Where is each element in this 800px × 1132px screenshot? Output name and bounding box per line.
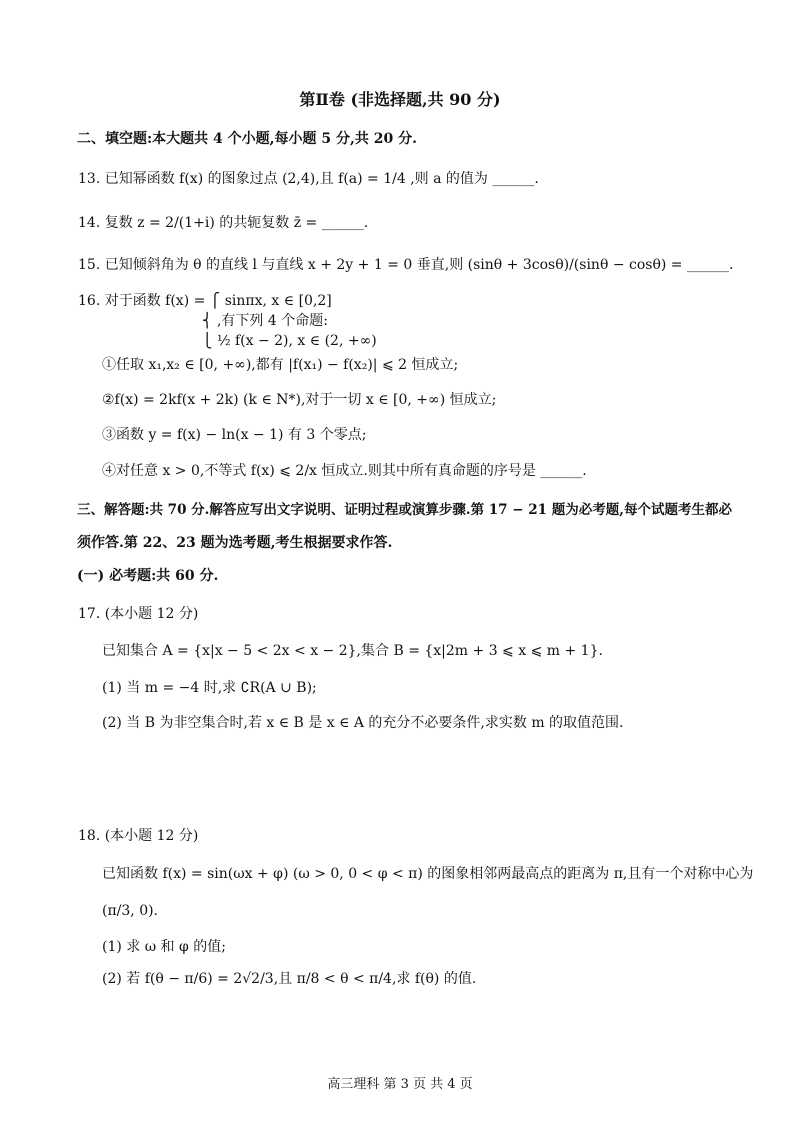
required-questions-heading: (一) 必考题:共 60 分. [77,568,219,584]
question-17-part1: (1) 当 m = −4 时,求 ∁R(A ∪ B); [102,680,317,696]
question-18-part2: (2) 若 f(θ − π/6) = 2√2/3,且 π/8 < θ < π/4,求 f(θ) 的值. [102,971,477,987]
question-16-option-3: ③函数 y = f(x) − ln(x − 1) 有 3 个零点; [102,427,367,443]
question-17-stem: 已知集合 A = {x|x − 5 < 2x < x − 2},集合 B = {x|2m + 3 ⩽ x ⩽ m + 1}. [102,643,603,659]
question-18-stem-cont: (π/3, 0). [102,903,159,919]
question-16-option-2: ②f(x) = 2kf(x + 2k) (k ∈ N*),对于一切 x ∈ [0, +∞) 恒成立; [102,392,497,408]
question-16-option-4: ④对任意 x > 0,不等式 f(x) ⩽ 2/x 恒成立.则其中所有真命题的序号是 ______. [102,463,587,479]
section3-heading-line2: 须作答.第 22、23 题为选考题,考生根据要求作答. [77,535,393,551]
question-16-stem-line1: 16. 对于函数 f(x) = ⎧ sinπx, x ∈ [0,2] [78,293,332,309]
question-18-header: 18. (本小题 12 分) [78,828,199,844]
question-15: 15. 已知倾斜角为 θ 的直线 l 与直线 x + 2y + 1 = 0 垂直,则 (sinθ + 3cosθ)/(sinθ − cosθ) = ______. [78,257,734,273]
question-16-stem-line2: ⎨ ,有下列 4 个命题: [202,313,328,329]
page-footer: 高三理科 第 3 页 共 4 页 [327,1077,473,1092]
section3-heading-line1: 三、解答题:共 70 分.解答应写出文字说明、证明过程或演算步骤.第 17 − 21 题为必考题,每个试题考生都必 [77,502,732,518]
question-17-part2: (2) 当 B 为非空集合时,若 x ∈ B 是 x ∈ A 的充分不必要条件,求实数 m 的取值范围. [102,715,624,731]
question-14: 14. 复数 z = 2/(1+i) 的共轭复数 z̄ = ______. [78,215,369,231]
page-title: 第Ⅱ卷 (非选择题,共 90 分) [299,90,501,109]
question-18-stem: 已知函数 f(x) = sin(ωx + φ) (ω > 0, 0 < φ < π) 的图象相邻两最高点的距离为 π,且有一个对称中心为 [102,866,754,882]
question-16-stem-line3: ⎩ ½ f(x − 2), x ∈ (2, +∞) [202,333,377,349]
question-16-option-1: ①任取 x₁,x₂ ∈ [0, +∞),都有 |f(x₁) − f(x₂)| ⩽ 2 恒成立; [102,357,459,373]
question-18-part1: (1) 求 ω 和 φ 的值; [102,939,227,955]
question-13: 13. 已知幂函数 f(x) 的图象过点 (2,4),且 f(a) = 1/4 ,则 a 的值为 ______. [78,171,539,187]
question-17-header: 17. (本小题 12 分) [78,606,199,622]
section2-heading: 二、填空题:本大题共 4 个小题,每小题 5 分,共 20 分. [77,131,417,147]
